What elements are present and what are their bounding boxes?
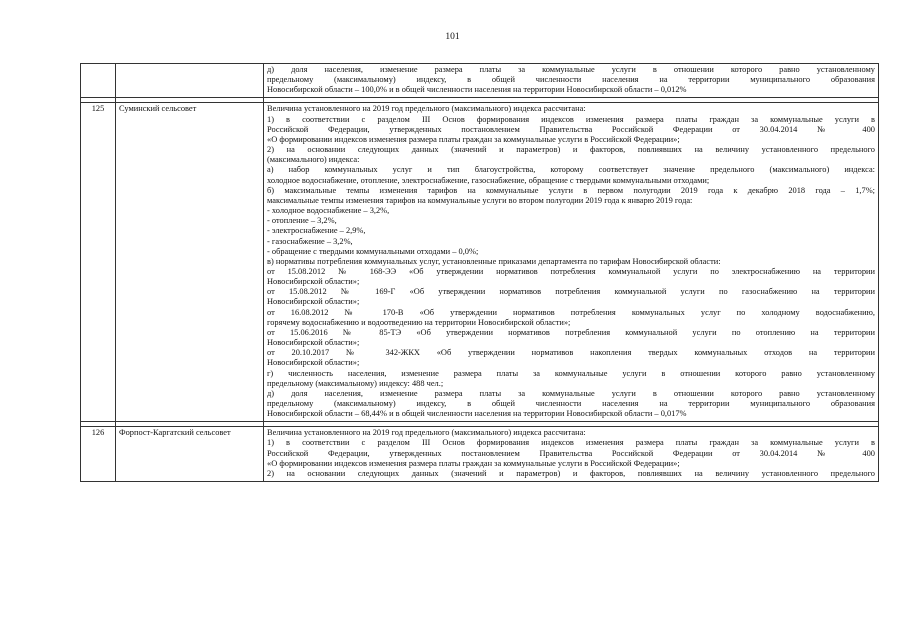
text-line: - газоснабжение – 3,2%, (267, 236, 353, 246)
row-number: 126 (81, 427, 116, 482)
text-line: 2) на основании следующих данных (значений и параметров) и факторов, повлиявших на величину установленного предельного (267, 468, 875, 478)
table-row (81, 427, 879, 482)
text-line: горячему водоснабжению и водоотведению на территории Новосибирской области»; (267, 317, 571, 327)
municipality-name (116, 64, 264, 98)
index-description (264, 427, 879, 482)
text-line: Новосибирской области»; (267, 358, 360, 368)
text-line: Величина установленного на 2019 год предельного (максимального) индекса рассчитана: (267, 104, 586, 114)
text-line: Российской Федерации, утвержденных постановлением Правительства Российской Федерации от 30.04.2014 № 400 (267, 124, 875, 134)
text-line: 2) на основании следующих данных (значений и параметров) и факторов, повлиявших на величину установленного предельного (267, 145, 875, 155)
text-line: от 15.08.2012 № 169-Г «Об утверждении нормативов потребления коммунальной услуги по газоснабжению на территории (267, 287, 875, 297)
text-line: Новосибирской области – 100,0% и в общей численности населения на территории Новосибирской области – 0,012% (267, 85, 687, 95)
municipality-name: Форпост-Каргатский сельсовет (116, 427, 264, 482)
text-line: «О формировании индексов изменения размера платы граждан за коммунальные услуги в Российской Федерации»; (267, 134, 680, 144)
text-line: Величина установленного на 2019 год предельного (максимального) индекса рассчитана: (267, 428, 586, 438)
text-line: от 20.10.2017 № 342-ЖКХ «Об утверждении нормативов накопления твердых коммунальных отходов на территории (267, 348, 875, 358)
text-line: холодное водоснабжение, отопление, электроснабжение, газоснабжение, обращение с твердыми коммунальными отходами; (267, 175, 710, 185)
text-line: Новосибирской области»; (267, 277, 360, 287)
text-line: предельному (максимальному) индексу, в общей численности населения на территории муниципального образования (267, 75, 875, 85)
text-line: - обращение с твердыми коммунальными отходами – 0,0%; (267, 246, 479, 256)
text-line: 1) в соответствии с разделом III Основ формирования индексов изменения размера платы граждан за коммунальные услуги в (267, 114, 875, 124)
text-line: от 16.08.2012 № 170-В «Об утверждении нормативов потребления коммунальных услуг по холодному водоснабжению, (267, 307, 875, 317)
text-line: - холодное водоснабжение – 3,2%, (267, 206, 390, 216)
text-line: - отопление – 3,2%, (267, 216, 337, 226)
text-line: а) набор коммунальных услуг и тип благоустройства, которому соответствует значение предельного (максимального) индекса: (267, 165, 875, 175)
text-line: в) нормативы потребления коммунальных услуг, установленные приказами департамента по тарифам Новосибирской области: (267, 256, 721, 266)
text-line: предельному (максимальному) индексу, в общей численности населения на территории муниципального образования (267, 399, 875, 408)
municipality-name: Суминский сельсовет (116, 103, 264, 422)
text-line: «О формировании индексов изменения размера платы граждан за коммунальные услуги в Российской Федерации»; (267, 458, 680, 468)
text-line: г) численность населения, изменение размера платы за коммунальные услуги в отношении которого равно установленному (267, 368, 875, 378)
text-line: (максимального) индекса: (267, 155, 360, 165)
table-body (81, 64, 879, 482)
text-line: б) максимальные темпы изменения тарифов на коммунальные услуги в первом полугодии 2019 года к декабрю 2018 года – 1,7%; (267, 185, 875, 195)
table-row (81, 103, 879, 422)
text-line: Новосибирской области»; (267, 297, 360, 307)
text-line: Российской Федерации, утвержденных постановлением Правительства Российской Федерации от 30.04.2014 № 400 (267, 448, 875, 458)
text-line: максимальные темпы изменения тарифов на коммунальные услуги во втором полугодии 2019 года к январю 2019 года: (267, 195, 693, 205)
text-line: - электроснабжение – 2,9%, (267, 226, 366, 236)
row-number (81, 64, 116, 98)
page-number: 101 (445, 32, 460, 42)
text-line: 1) в соответствии с разделом III Основ формирования индексов изменения размера платы граждан за коммунальные услуги в (267, 438, 875, 448)
table-row (81, 64, 879, 98)
row-number: 125 (81, 103, 116, 422)
text-line: Новосибирской области – 68,44% и в общей численности населения на территории Новосибирской области – 0,017% (267, 409, 687, 419)
text-line: д) доля населения, изменение размера платы за коммунальные услуги в отношении которого равно установленному (267, 388, 875, 398)
text-line: д) доля населения, изменение размера платы за коммунальные услуги в отношении которого равно установленному (267, 65, 875, 74)
text-line: от 15.08.2012 № 168-ЭЭ «Об утверждении нормативов потребления коммунальной услуги по электроснабжению на территории (267, 266, 875, 276)
text-line: предельному (максимальному) индексу: 488 чел.; (267, 378, 444, 388)
index-description (264, 64, 879, 98)
text-line: от 15.06.2016 № 85-ТЭ «Об утверждении нормативов потребления коммунальной услуги по отоплению на территории (267, 327, 875, 337)
text-line: Новосибирской области»; (267, 338, 360, 348)
tariff-table (80, 63, 879, 482)
index-description (264, 103, 879, 422)
